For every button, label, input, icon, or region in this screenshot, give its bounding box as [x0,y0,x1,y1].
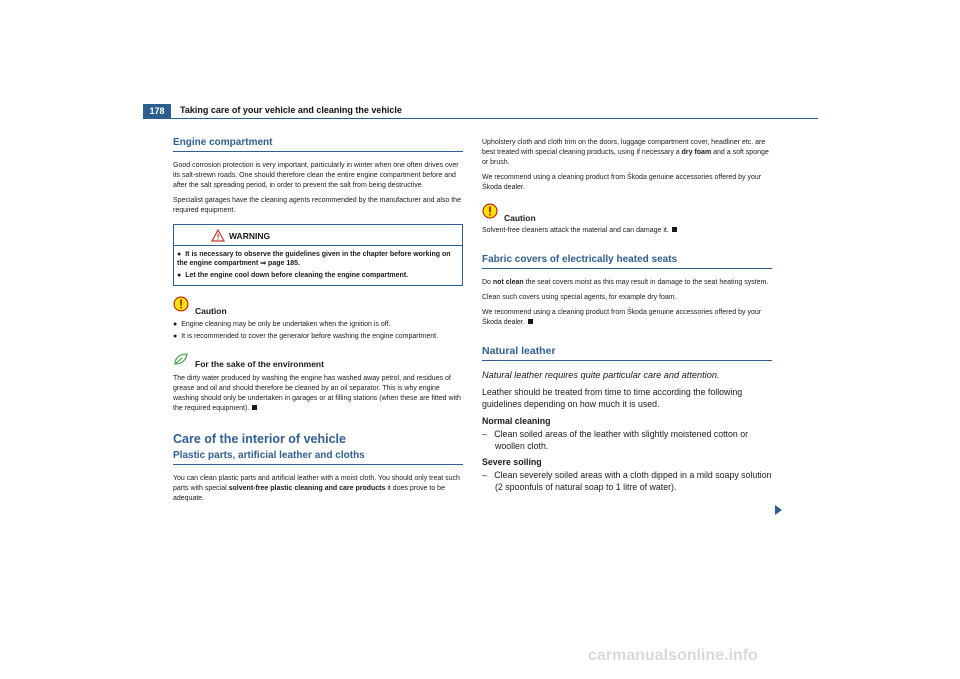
natural-leather-intro: Leather should be treated from time to time according the following guidelines depending on how much it is used. [482,387,743,410]
caution-exclamation-icon [173,296,189,314]
page-title: Taking care of your vehicle and cleaning the vehicle [180,105,402,115]
caution-header [173,296,463,317]
page-number: 178 [143,104,171,119]
upholstery-paragraph-1: Upholstery cloth and cloth trim on the doors, luggage compartment cover, headliner etc. are best treated with special cleaning products, using if necessary a dry foam and a soft sponge or brush. [482,139,769,166]
environment-text: The dirty water produced by washing the engine has washed away petrol, and residues of grease and oil and should therefore be cleaned by an oil separator. This is why engine washing should only be undertaken in garages or at filling stations (when these are fitted with the required equipment). [173,375,461,412]
caution-header-right [482,203,772,221]
fabric-covers-heading: Fabric covers of electrically heated seats [482,254,772,269]
interior-heading: Care of the interior of vehicle [173,431,346,446]
natural-leather-lead: Natural leather requires quite particular care and attention. [482,370,720,381]
environment-title: For the sake of the environment [195,359,324,370]
warning-header [174,225,462,246]
bullet-icon: ● [173,321,178,329]
caution-bullet-2: ● It is recommended to cover the generator before washing the engine compartment. [173,333,439,341]
environment-leaf-icon [173,352,189,368]
watermark: carmanualsonline.info [588,647,758,664]
caution-title: Caution [195,306,227,317]
engine-paragraph-2: Specialist garages have the cleaning agents recommended by the manufacturer and also the required equipment. [173,196,461,214]
upholstery-paragraph-2: We recommend using a cleaning product from Škoda genuine accessories offered by your Škoda dealer. [482,173,762,191]
bullet-icon: ● [177,250,182,258]
bullet-icon: ● [173,333,178,341]
fabric-paragraph-1: Do not clean the seat covers moist as this may result in damage to the seat heating system. [482,279,769,287]
engine-compartment-heading: Engine compartment [173,137,463,152]
warning-bullet-2: ● Let the engine cool down before cleaning the engine compartment. [177,272,409,280]
caution-exclamation-icon [482,203,498,221]
fabric-paragraph-2: Clean such covers using special agents, for example dry foam. [482,294,677,302]
normal-cleaning-step: – Clean soiled areas of the leather with slightly moistened cotton or woollen cloth. [482,428,749,452]
end-of-section-icon [672,227,677,232]
normal-cleaning-heading: Normal cleaning [482,415,551,426]
warning-triangle-icon [211,229,225,247]
left-column [173,133,463,508]
plastic-parts-heading: Plastic parts, artificial leather and cloths [173,450,463,465]
caution-bullet-1: ● Engine cleaning may be only be undertaken when the ignition is off. [173,321,391,329]
caution-text-right: Solvent-free cleaners attack the material and can damage it. [482,226,772,236]
severe-soiling-step: – Clean severely soiled areas with a cloth dipped in a mild soapy solution (2 spoonfuls of natural soap to 1 litre of water). [482,469,772,493]
natural-leather-heading: Natural leather [482,345,772,361]
bullet-icon: ● [177,272,182,280]
environment-header [173,352,463,368]
page-header [143,104,818,119]
end-of-section-icon [528,319,533,324]
severe-soiling-heading: Severe soiling [482,456,542,467]
plastic-parts-text: You can clean plastic parts and artificial leather with a moist cloth. You should only treat such parts with special solvent-free plastic cleaning and care products it does prove to be adequate. [173,474,460,502]
end-of-section-icon [252,405,257,410]
warning-bullet-1: ● It is necessary to observe the guidelines given in the chapter before working on the engine compartment ⇒ page 185. [177,250,451,268]
fabric-paragraph-3: We recommend using a cleaning product from Škoda genuine accessories offered by your Škoda dealer. [482,309,762,327]
engine-paragraph-1: Good corrosion protection is very important, particularly in winter when one often drives over its salt-strewn roads. One should therefore clean the entire engine compartment before and after the salt spreading period, in order to prevent the salt from being destructive. [173,162,459,189]
warning-title: WARNING [229,230,271,241]
next-page-arrow-icon[interactable] [775,505,782,515]
warning-box [173,224,463,287]
caution-title-right: Caution [504,212,536,223]
right-column [482,138,772,498]
